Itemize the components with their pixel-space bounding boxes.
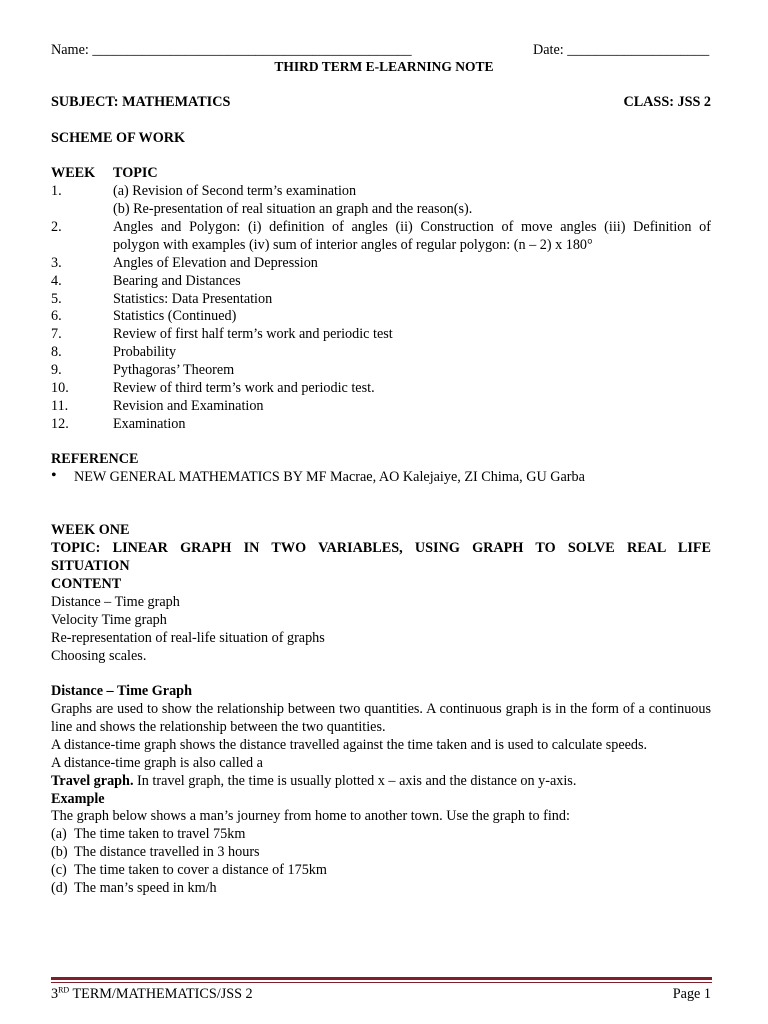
week-number: 10. <box>51 380 69 396</box>
week-topic-line: Statistics: Data Presentation <box>113 291 273 307</box>
topic-heading-line: SITUATION <box>51 558 130 574</box>
week-topic-line: Bearing and Distances <box>113 273 241 289</box>
bullet-icon: • <box>51 467 57 484</box>
week-topic-line: Statistics (Continued) <box>113 308 237 324</box>
content-item: Distance – Time graph <box>51 594 180 610</box>
week-number: 12. <box>51 416 69 432</box>
question-label: (c) <box>51 862 67 878</box>
question-text: The distance travelled in 3 hours <box>74 844 260 860</box>
week-topic-line: Examination <box>113 416 186 432</box>
week-topic-line: (b) Re-presentation of real situation an graph and the reason(s). <box>113 201 473 217</box>
name-blank: _____________________________________________ <box>92 42 412 58</box>
paragraph: A distance-time graph is also called a <box>51 755 263 771</box>
week-number: 3. <box>51 255 62 271</box>
week-topic-line: (a) Revision of Second term’s examination <box>113 183 357 199</box>
question-text: The man’s speed in km/h <box>74 880 217 896</box>
footer-rule <box>51 977 712 980</box>
topic-heading-line: TOPIC: LINEAR GRAPH IN TWO VARIABLES, USING GRAPH TO SOLVE REAL LIFE <box>51 540 711 556</box>
travel-graph-term: Travel graph. <box>51 773 134 789</box>
week-topic-line: Review of first half term’s work and periodic test <box>113 326 393 342</box>
week-topic-line: Angles and Polygon: (i) definition of angles (ii) Construction of move angles (iii) Definition of <box>113 219 711 235</box>
date-label: Date: <box>533 42 564 58</box>
question-label: (a) <box>51 826 67 842</box>
question-label: (b) <box>51 844 68 860</box>
week-number: 7. <box>51 326 62 342</box>
content-heading: CONTENT <box>51 576 122 592</box>
week-number: 2. <box>51 219 62 235</box>
week-topic-line: Pythagoras’ Theorem <box>113 362 235 378</box>
paragraph: Graphs are used to show the relationship between two quantities. A continuous graph is in the form of a continuous line and shows the relationship between the two quantities. <box>51 701 711 735</box>
week-topic-line: Probability <box>113 344 177 360</box>
date-blank: ____________________ <box>567 42 710 58</box>
name-line <box>51 41 412 59</box>
week-topic-line: polygon with examples (iv) sum of interior angles of regular polygon: (n – 2) x 180° <box>113 237 593 253</box>
paragraph: A distance-time graph shows the distance travelled against the time taken and is used to calculate speeds. <box>51 737 648 753</box>
document-title: THIRD TERM E-LEARNING NOTE <box>274 59 494 74</box>
class-label: CLASS: JSS 2 <box>623 94 711 110</box>
topic-column-header: TOPIC <box>113 165 158 181</box>
week-number: 6. <box>51 308 62 324</box>
week-topic-line: Revision and Examination <box>113 398 264 414</box>
content-item: Re-representation of real-life situation of graphs <box>51 630 325 646</box>
week-topic-line: Angles of Elevation and Depression <box>113 255 318 271</box>
footer-term-number: 3 <box>51 986 59 1002</box>
scheme-heading: SCHEME OF WORK <box>51 130 186 146</box>
week-number: 5. <box>51 291 62 307</box>
footer-term-text: TERM/MATHEMATICS/JSS 2 <box>69 986 253 1002</box>
week-one-heading: WEEK ONE <box>51 522 130 538</box>
example-intro: The graph below shows a man’s journey from home to another town. Use the graph to find: <box>51 808 570 824</box>
content-item: Choosing scales. <box>51 648 147 664</box>
example-heading: Example <box>51 791 105 807</box>
name-label: Name: <box>51 42 89 58</box>
travel-graph-text: In travel graph, the time is usually plotted x – axis and the distance on y-axis. <box>133 773 577 789</box>
content-item: Velocity Time graph <box>51 612 167 628</box>
footer-term-suffix: RD <box>58 985 70 995</box>
question-text: The time taken to travel 75km <box>74 826 246 842</box>
question-text: The time taken to cover a distance of 175km <box>74 862 327 878</box>
question-label: (d) <box>51 880 68 896</box>
week-number: 1. <box>51 183 62 199</box>
page-number: Page 1 <box>672 986 711 1002</box>
week-number: 11. <box>51 398 69 414</box>
date-line <box>533 41 709 59</box>
footer-rule-thin <box>51 982 712 983</box>
travel-graph-line <box>51 772 576 790</box>
reference-item: NEW GENERAL MATHEMATICS BY MF Macrae, AO Kalejaiye, ZI Chima, GU Garba <box>74 469 585 485</box>
week-number: 4. <box>51 273 62 289</box>
week-number: 9. <box>51 362 62 378</box>
week-column-header: WEEK <box>51 165 96 181</box>
reference-heading: REFERENCE <box>51 451 139 467</box>
week-topic-line: Review of third term’s work and periodic test. <box>113 380 375 396</box>
footer-left <box>51 985 253 1003</box>
section-heading: Distance – Time Graph <box>51 683 192 699</box>
subject-label: SUBJECT: MATHEMATICS <box>51 94 231 110</box>
week-number: 8. <box>51 344 62 360</box>
